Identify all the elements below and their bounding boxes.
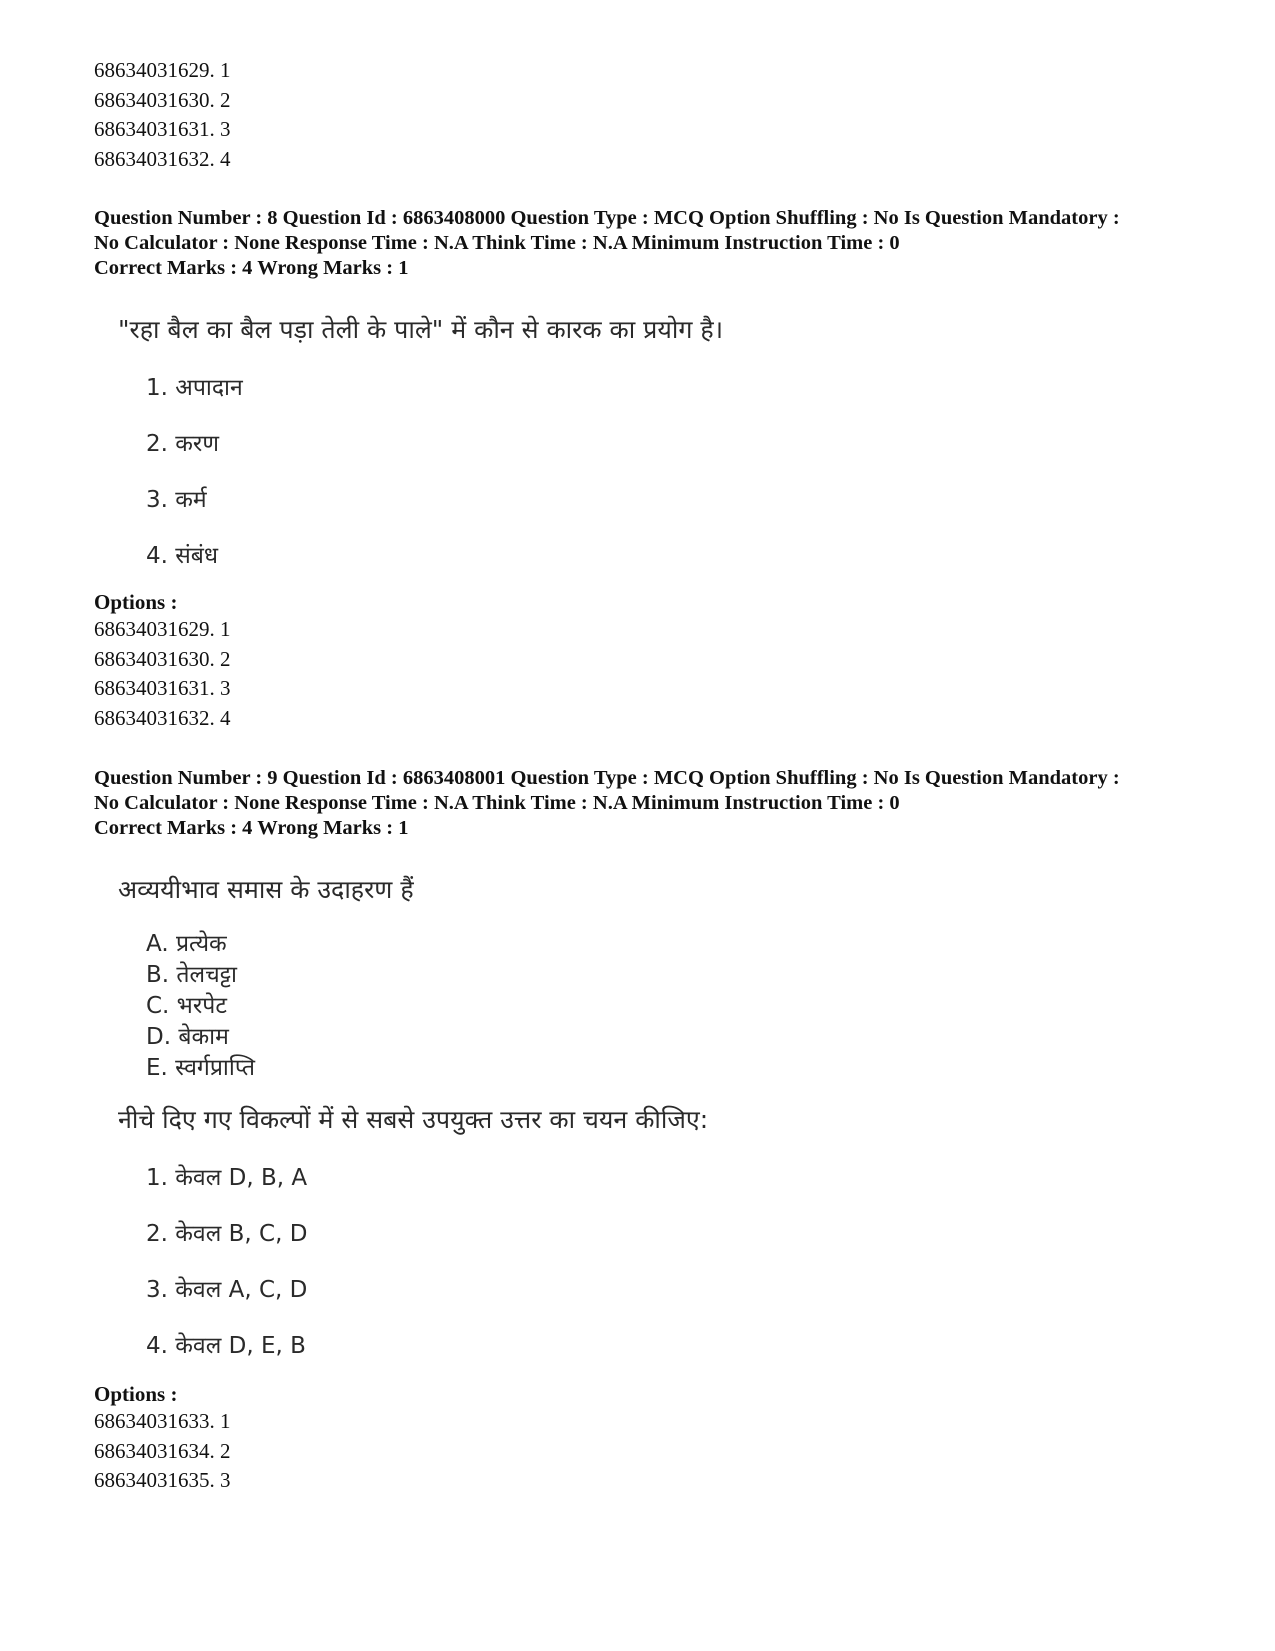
option-id-line: 68634031630. 2 <box>94 87 231 112</box>
q9-options <box>94 1407 231 1496</box>
q8-choice-1: 1. अपादान <box>146 375 243 401</box>
q8-choice-3: 3. कर्म <box>146 487 207 513</box>
q8-choice-4: 4. संबंध <box>146 543 219 569</box>
q9-options-label: Options : <box>94 1382 178 1406</box>
q9-statement-a: A. प्रत्येक <box>146 931 227 957</box>
q9-marks: Correct Marks : 4 Wrong Marks : 1 <box>94 817 409 839</box>
option-id-line: 68634031632. 4 <box>94 146 231 171</box>
option-id-line: 68634031631. 3 <box>94 676 231 700</box>
option-id-line: 68634031634. 2 <box>94 1438 231 1463</box>
q9-statement-d: D. बेकाम <box>146 1024 229 1050</box>
q9-choice-3: 3. केवल A, C, D <box>146 1277 308 1303</box>
option-id-line: 68634031629. 1 <box>94 617 231 641</box>
q8-options-label: Options : <box>94 590 178 614</box>
option-id-line: 68634031629. 1 <box>94 58 231 82</box>
q9-header-line1: Question Number : 9 Question Id : 6863408001 Question Type : MCQ Option Shuffling : No Is Question Mandatory : <box>94 767 1120 789</box>
q8-options <box>94 615 231 733</box>
q9-choice-1: 1. केवल D, B, A <box>146 1165 308 1191</box>
q9-choice-2: 2. केवल B, C, D <box>146 1221 308 1247</box>
q9-choice-4: 4. केवल D, E, B <box>146 1333 306 1359</box>
q9-statement-b: B. तेलचट्टा <box>146 962 237 988</box>
q8-choice-2: 2. करण <box>146 431 219 457</box>
option-id-line: 68634031632. 4 <box>94 705 231 730</box>
q9-statement-e: E. स्वर्गप्राप्ति <box>146 1055 256 1081</box>
q8-header-line2: No Calculator : None Response Time : N.A Think Time : N.A Minimum Instruction Time : 0 <box>94 231 900 254</box>
option-id-line: 68634031633. 1 <box>94 1409 231 1433</box>
previous-question-options <box>94 56 231 174</box>
q9-question-stem: अव्ययीभाव समास के उदाहरण हैं <box>118 875 414 904</box>
q9-header <box>94 766 1120 815</box>
q8-question-stem: "रहा बैल का बैल पड़ा तेली के पाले" में कौन से कारक का प्रयोग है। <box>118 315 724 344</box>
option-id-line: 68634031630. 2 <box>94 646 231 671</box>
q8-header <box>94 206 1120 255</box>
q9-instruction: नीचे दिए गए विकल्पों में से सबसे उपयुक्त उत्तर का चयन कीजिए: <box>118 1105 709 1134</box>
q8-header-line1: Question Number : 8 Question Id : 6863408000 Question Type : MCQ Option Shuffling : No Is Question Mandatory : <box>94 207 1120 229</box>
option-id-line: 68634031635. 3 <box>94 1468 231 1492</box>
q9-statement-c: C. भरपेट <box>146 993 227 1019</box>
q9-header-line2: No Calculator : None Response Time : N.A Think Time : N.A Minimum Instruction Time : 0 <box>94 791 900 814</box>
option-id-line: 68634031631. 3 <box>94 117 231 141</box>
q8-marks: Correct Marks : 4 Wrong Marks : 1 <box>94 257 409 279</box>
